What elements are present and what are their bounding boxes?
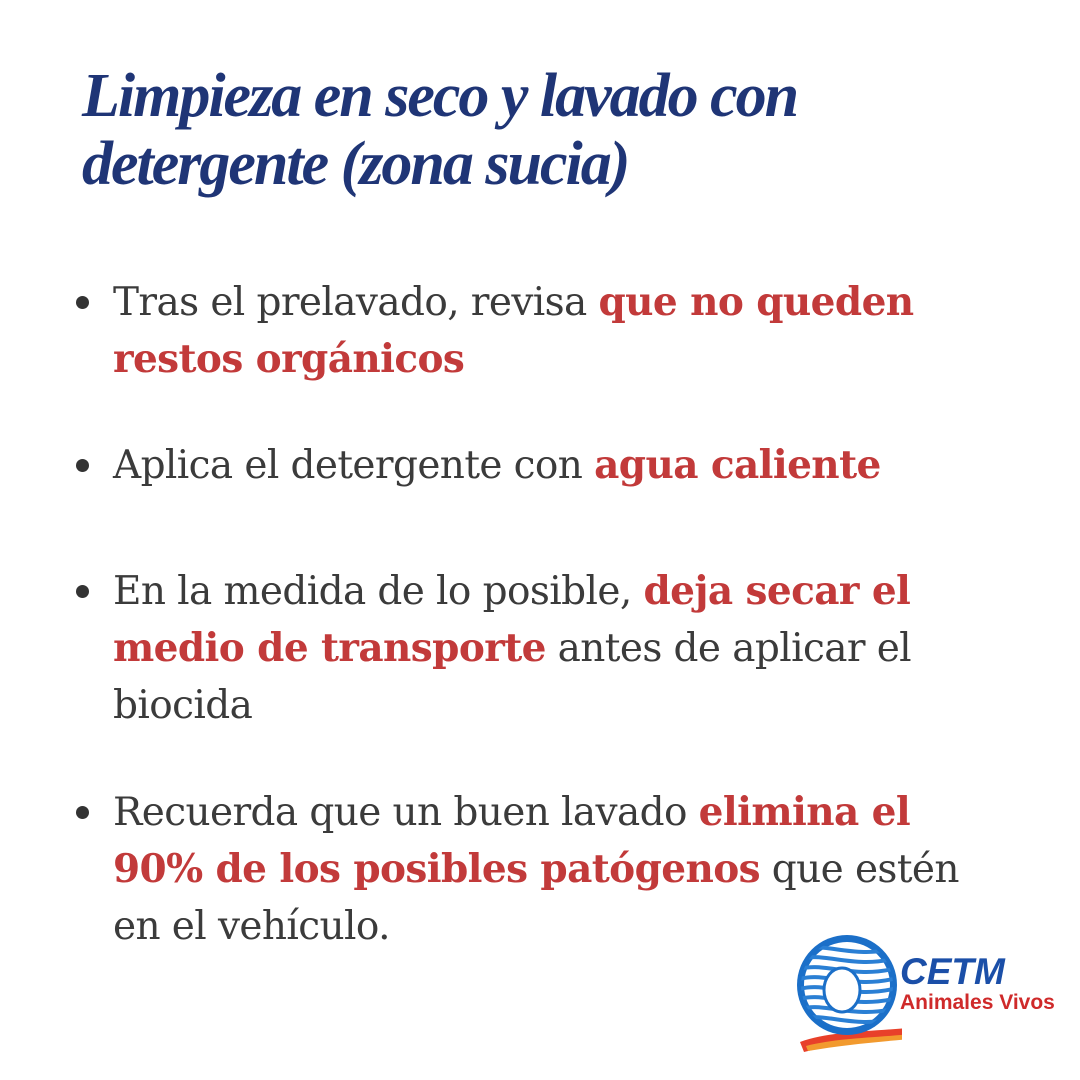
bullet-dot-icon [76,585,89,598]
cetm-logo-icon [792,930,902,1055]
bullet-text-segment: Recuerda que un buen lavado [113,790,699,835]
bullet-highlight: elimina el 90% de los posibles patógenos [113,789,911,892]
bullet-text-segment: En la medida de lo posible, [113,569,644,614]
bullet-highlight: que no queden restos orgánicos [113,279,914,382]
bullet-text [113,437,970,494]
bullet-text-segment: antes de aplicar el biocida [113,626,912,728]
logo-name: CETM [900,951,1005,992]
bullet-text [113,274,970,388]
bullet-item [70,274,970,388]
cetm-logo [792,930,1062,1060]
bullet-item [70,437,970,494]
bullet-text-segment: Aplica el detergente con [113,443,595,488]
page-title: Limpieza en seco y lavado con detergente (zona sucia) [82,62,798,198]
bullet-dot-icon [76,296,89,309]
bullet-dot-icon [76,806,89,819]
bullet-highlight: deja secar el medio de transporte [113,568,911,671]
logo-tagline: Animales Vivos [900,991,1055,1014]
bullet-highlight: agua caliente [594,442,881,488]
bullet-dot-icon [76,459,89,472]
bullet-text [113,563,970,734]
bullet-text-segment: Tras el prelavado, revisa [113,280,599,325]
bullet-text-segment: que estén en el vehículo. [113,847,959,949]
bullet-item [70,563,970,734]
